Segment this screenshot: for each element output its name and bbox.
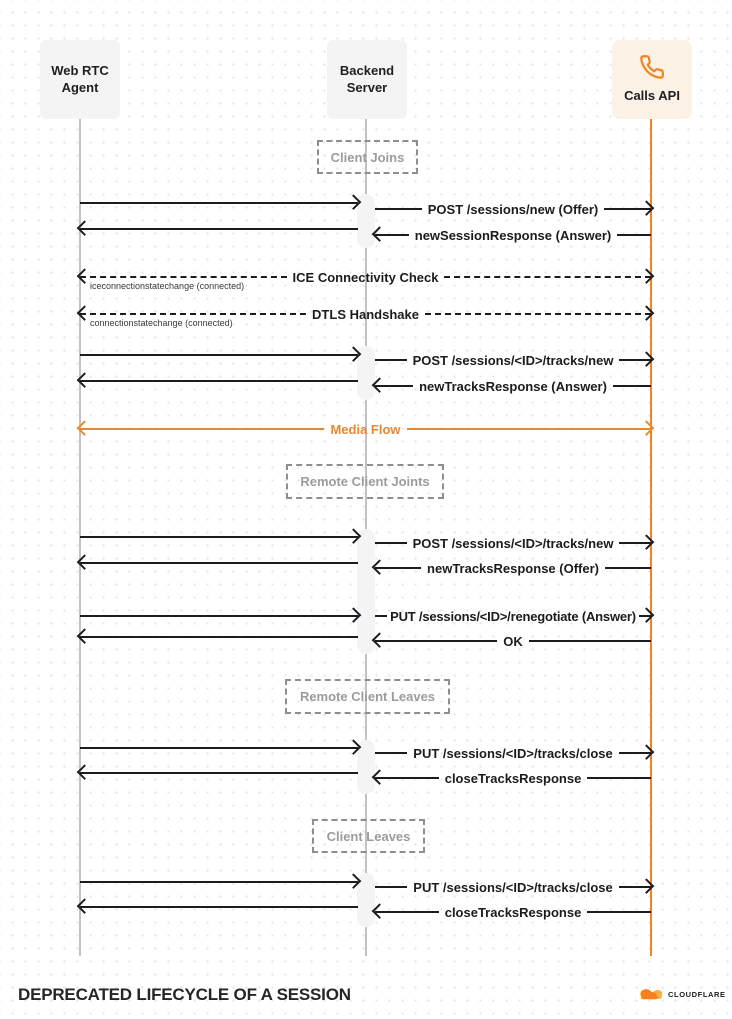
message-label: PUT /sessions/<ID>/tracks/close (413, 745, 613, 761)
message-new-tracks-response (375, 373, 651, 399)
group-label-client-leaves (312, 819, 425, 853)
message-relay-arrow (80, 190, 358, 216)
message-post-tracks-new (375, 347, 651, 373)
message-relay-arrow (80, 342, 358, 368)
message-label: DTLS Handshake (312, 306, 419, 322)
message-relay-arrow (80, 216, 358, 242)
arrowhead-icon (77, 554, 93, 570)
message-put-renegotiate (375, 603, 651, 629)
arrowhead-icon (372, 903, 388, 919)
group-label-text: Remote Client Leaves (299, 689, 436, 704)
message-label: Media Flow (330, 421, 401, 437)
arrowhead-icon (77, 628, 93, 644)
actor-label: Calls API (624, 88, 680, 104)
message-put-tracks-close (375, 740, 651, 766)
arrowhead-icon (77, 372, 93, 388)
message-relay-arrow (80, 524, 358, 550)
group-label-client-joins (317, 140, 418, 174)
message-label: newSessionResponse (Answer) (414, 227, 612, 243)
message-label: closeTracksResponse (444, 904, 582, 920)
message-label: newTracksResponse (Offer) (427, 560, 599, 576)
event-note: iceconnectionstatechange (connected) (90, 281, 245, 291)
group-label-text: Client Leaves (326, 828, 411, 844)
arrowhead-icon (77, 420, 93, 436)
actor-box-backend-server (327, 40, 407, 119)
message-label: newTracksResponse (Answer) (419, 378, 607, 394)
message-label: PUT /sessions/<ID>/renegotiate (Answer) (390, 608, 636, 624)
message-relay-arrow (80, 550, 358, 576)
cloudflare-brand (638, 986, 726, 1002)
message-new-tracks-response-offer (375, 555, 651, 581)
arrowhead-icon (372, 632, 388, 648)
group-label-text: Remote Client Joints (300, 474, 430, 489)
message-relay-arrow (80, 760, 358, 786)
message-post-tracks-new (375, 530, 651, 556)
message-label: POST /sessions/<ID>/tracks/new (412, 535, 614, 551)
diagram-title: DEPRECATED LIFECYCLE OF A SESSION (18, 985, 351, 1004)
actor-box-calls-api (612, 40, 692, 119)
actor-label: Web RTC Agent (51, 62, 109, 95)
message-label: POST /sessions/new (Offer) (427, 201, 599, 217)
message-relay-arrow (80, 894, 358, 920)
group-label-remote-client-leaves (285, 679, 450, 714)
actor-box-webrtc-agent (40, 40, 120, 119)
arrowhead-icon (372, 559, 388, 575)
arrowhead-icon (77, 898, 93, 914)
actor-label: Backend Server (339, 62, 395, 95)
message-close-tracks-response (375, 765, 651, 791)
phone-icon (639, 54, 665, 80)
group-label-remote-client-joints (286, 464, 444, 499)
message-relay-arrow (80, 368, 358, 394)
cloudflare-logo-icon (638, 986, 664, 1002)
arrowhead-icon (77, 220, 93, 236)
arrowhead-icon (372, 377, 388, 393)
arrowhead-icon (372, 769, 388, 785)
message-post-sessions-new (375, 196, 651, 222)
message-label: OK (503, 633, 523, 649)
message-put-tracks-close (375, 874, 651, 900)
arrowhead-icon (77, 764, 93, 780)
message-relay-arrow (80, 735, 358, 761)
activation-bar (357, 529, 375, 654)
message-label: POST /sessions/<ID>/tracks/new (412, 352, 614, 368)
cloudflare-wordmark: CLOUDFLARE (668, 989, 726, 999)
group-label-text: Client Joins (330, 149, 405, 165)
message-media-flow (80, 416, 651, 442)
arrowhead-icon (372, 226, 388, 242)
message-label: closeTracksResponse (444, 770, 582, 786)
message-ok (375, 628, 651, 654)
event-note: connectionstatechange (connected) (90, 318, 233, 328)
message-close-tracks-response (375, 899, 651, 925)
message-new-session-response (375, 222, 651, 248)
message-relay-arrow (80, 624, 358, 650)
message-relay-arrow (80, 869, 358, 895)
message-label: PUT /sessions/<ID>/tracks/close (413, 879, 613, 895)
message-label: ICE Connectivity Check (292, 269, 439, 285)
